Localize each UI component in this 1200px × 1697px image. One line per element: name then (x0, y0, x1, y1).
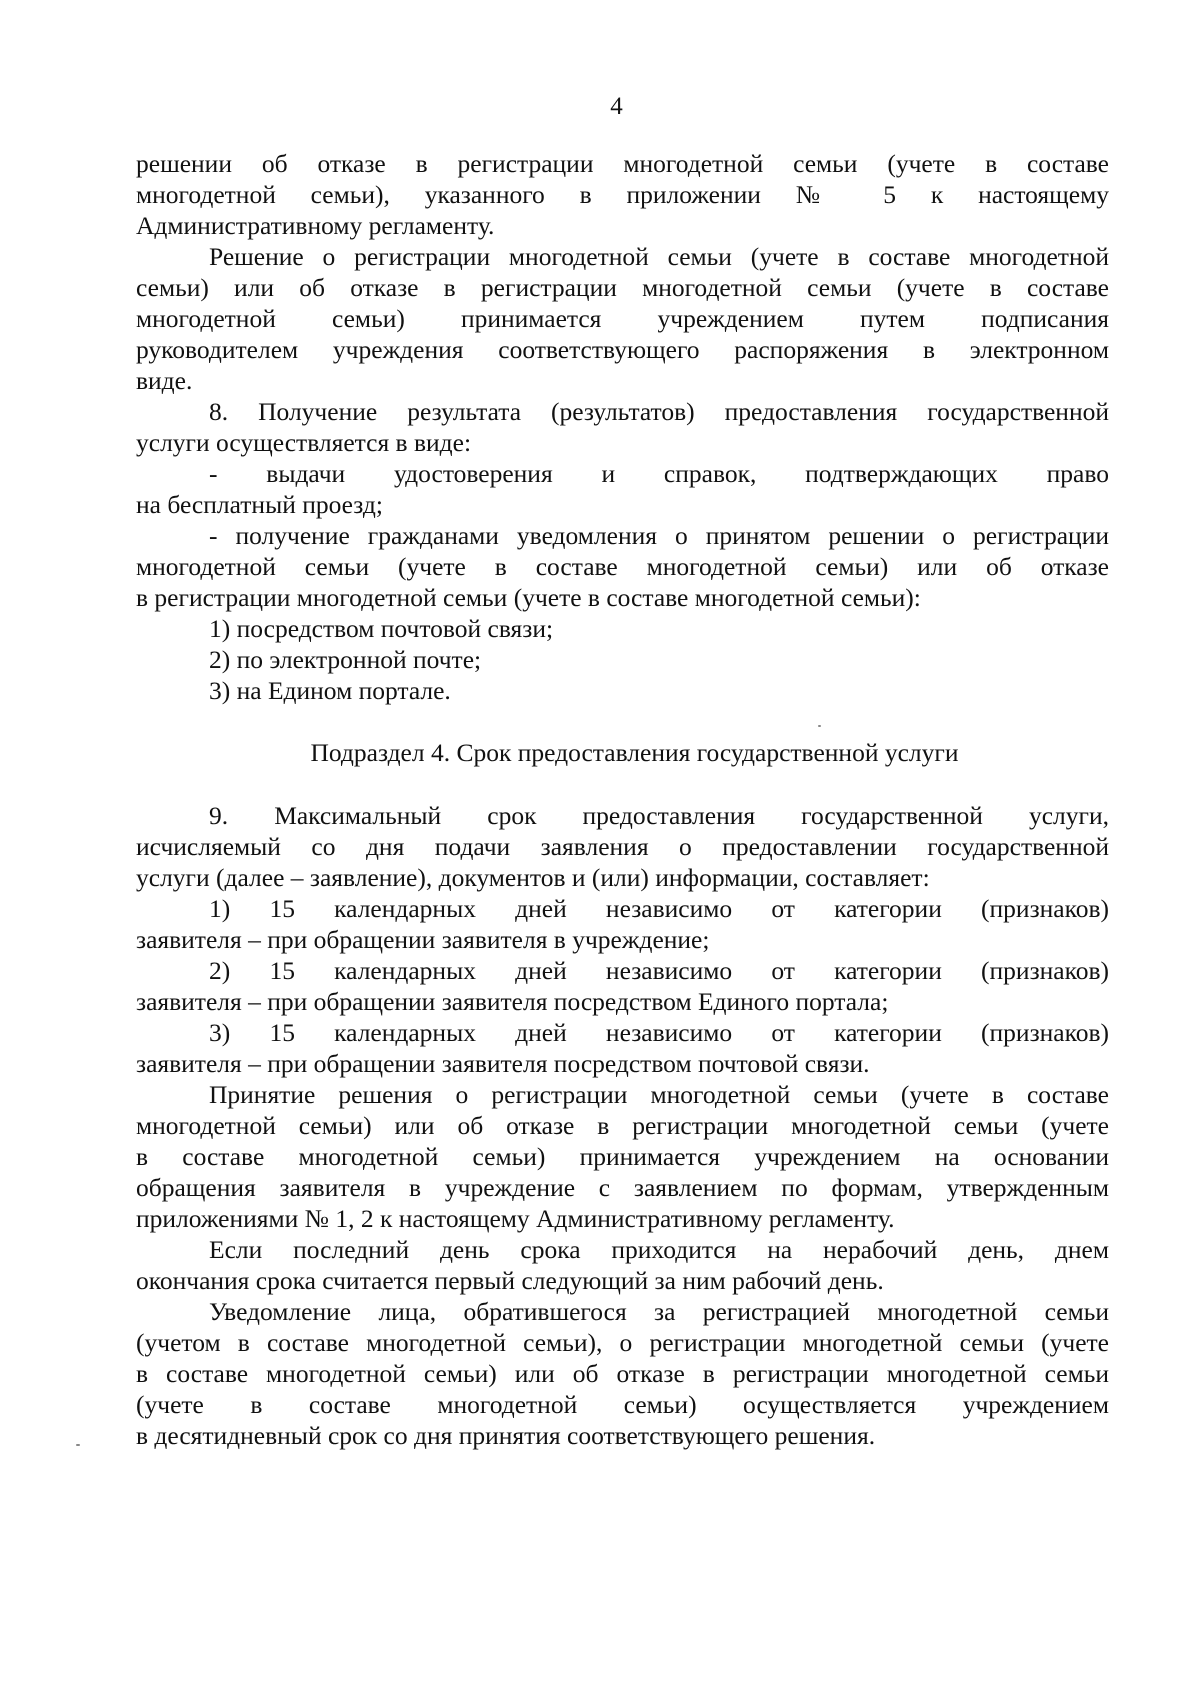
text-line: 9. Максимальный срок предоставления государственной услуги, (209, 801, 1109, 830)
text-line: семьи) или об отказе в регистрации многодетной семьи (учете в составе (136, 273, 1109, 302)
text-line: 1) посредством почтовой связи; (209, 614, 554, 643)
text-line: услуги осуществляется в виде: (136, 428, 472, 457)
text-line: 2) 15 календарных дней независимо от категории (признаков) (209, 956, 1109, 985)
scan-speck (76, 1444, 80, 1446)
text-line: 2) по электронной почте; (209, 645, 482, 674)
document-body (136, 148, 1109, 1451)
text-line: услуги (далее – заявление), документов и (или) информации, составляет: (136, 863, 930, 892)
text-line: заявителя – при обращении заявителя посредством почтовой связи. (136, 1049, 870, 1078)
text-line: заявителя – при обращении заявителя посредством Единого портала; (136, 987, 889, 1016)
text-line: в составе многодетной семьи) или об отказе в регистрации многодетной семьи (136, 1359, 1109, 1388)
text-line: - получение гражданами уведомления о принятом решении о регистрации (209, 521, 1109, 550)
page-number: 4 (610, 93, 623, 120)
text-line: окончания срока считается первый следующий за ним рабочий день. (136, 1266, 884, 1295)
text-line: Решение о регистрации многодетной семьи (учете в составе многодетной (209, 242, 1109, 271)
text-line: в десятидневный срок со дня принятия соответствующего решения. (136, 1421, 876, 1450)
text-line: в регистрации многодетной семьи (учете в составе многодетной семьи): (136, 583, 921, 612)
text-line: руководителем учреждения соответствующего распоряжения в электронном (136, 335, 1109, 364)
text-line: на бесплатный проезд; (136, 490, 383, 519)
text-line: 8. Получение результата (результатов) предоставления государственной (209, 397, 1109, 426)
text-line: обращения заявителя в учреждение с заявлением по формам, утвержденным (136, 1173, 1109, 1202)
text-line: Если последний день срока приходится на нерабочий день, днем (209, 1235, 1109, 1264)
scan-speck (818, 725, 821, 727)
text-line: 3) 15 календарных дней независимо от категории (признаков) (209, 1018, 1109, 1047)
text-line: многодетной семьи), указанного в приложении № 5 к настоящему (136, 180, 1109, 209)
text-line: - выдачи удостоверения и справок, подтверждающих право (209, 459, 1109, 488)
text-line: 3) на Едином портале. (209, 676, 451, 705)
text-line: многодетной семьи) или об отказе в регистрации многодетной семьи (учете (136, 1111, 1109, 1140)
text-line: многодетной семьи) принимается учреждением путем подписания (136, 304, 1109, 333)
text-line: (учетом в составе многодетной семьи), о регистрации многодетной семьи (учете (136, 1328, 1109, 1357)
text-line: Административному регламенту. (136, 211, 495, 240)
text-line: исчисляемый со дня подачи заявления о предоставлении государственной (136, 832, 1109, 861)
text-line: виде. (136, 366, 193, 395)
text-line: решении об отказе в регистрации многодетной семьи (учете в составе (136, 149, 1109, 178)
text-line: заявителя – при обращении заявителя в учреждение; (136, 925, 710, 954)
section-heading: Подраздел 4. Срок предоставления государственной услуги (310, 738, 959, 767)
text-line: 1) 15 календарных дней независимо от категории (признаков) (209, 894, 1109, 923)
text-line: приложениями № 1, 2 к настоящему Административному регламенту. (136, 1204, 895, 1233)
text-line: Уведомление лица, обратившегося за регистрацией многодетной семьи (209, 1297, 1109, 1326)
text-line: (учете в составе многодетной семьи) осуществляется учреждением (136, 1390, 1109, 1419)
text-line: в составе многодетной семьи) принимается учреждением на основании (136, 1142, 1109, 1171)
text-line: Принятие решения о регистрации многодетной семьи (учете в составе (209, 1080, 1109, 1109)
text-line: многодетной семьи (учете в составе многодетной семьи) или об отказе (136, 552, 1109, 581)
